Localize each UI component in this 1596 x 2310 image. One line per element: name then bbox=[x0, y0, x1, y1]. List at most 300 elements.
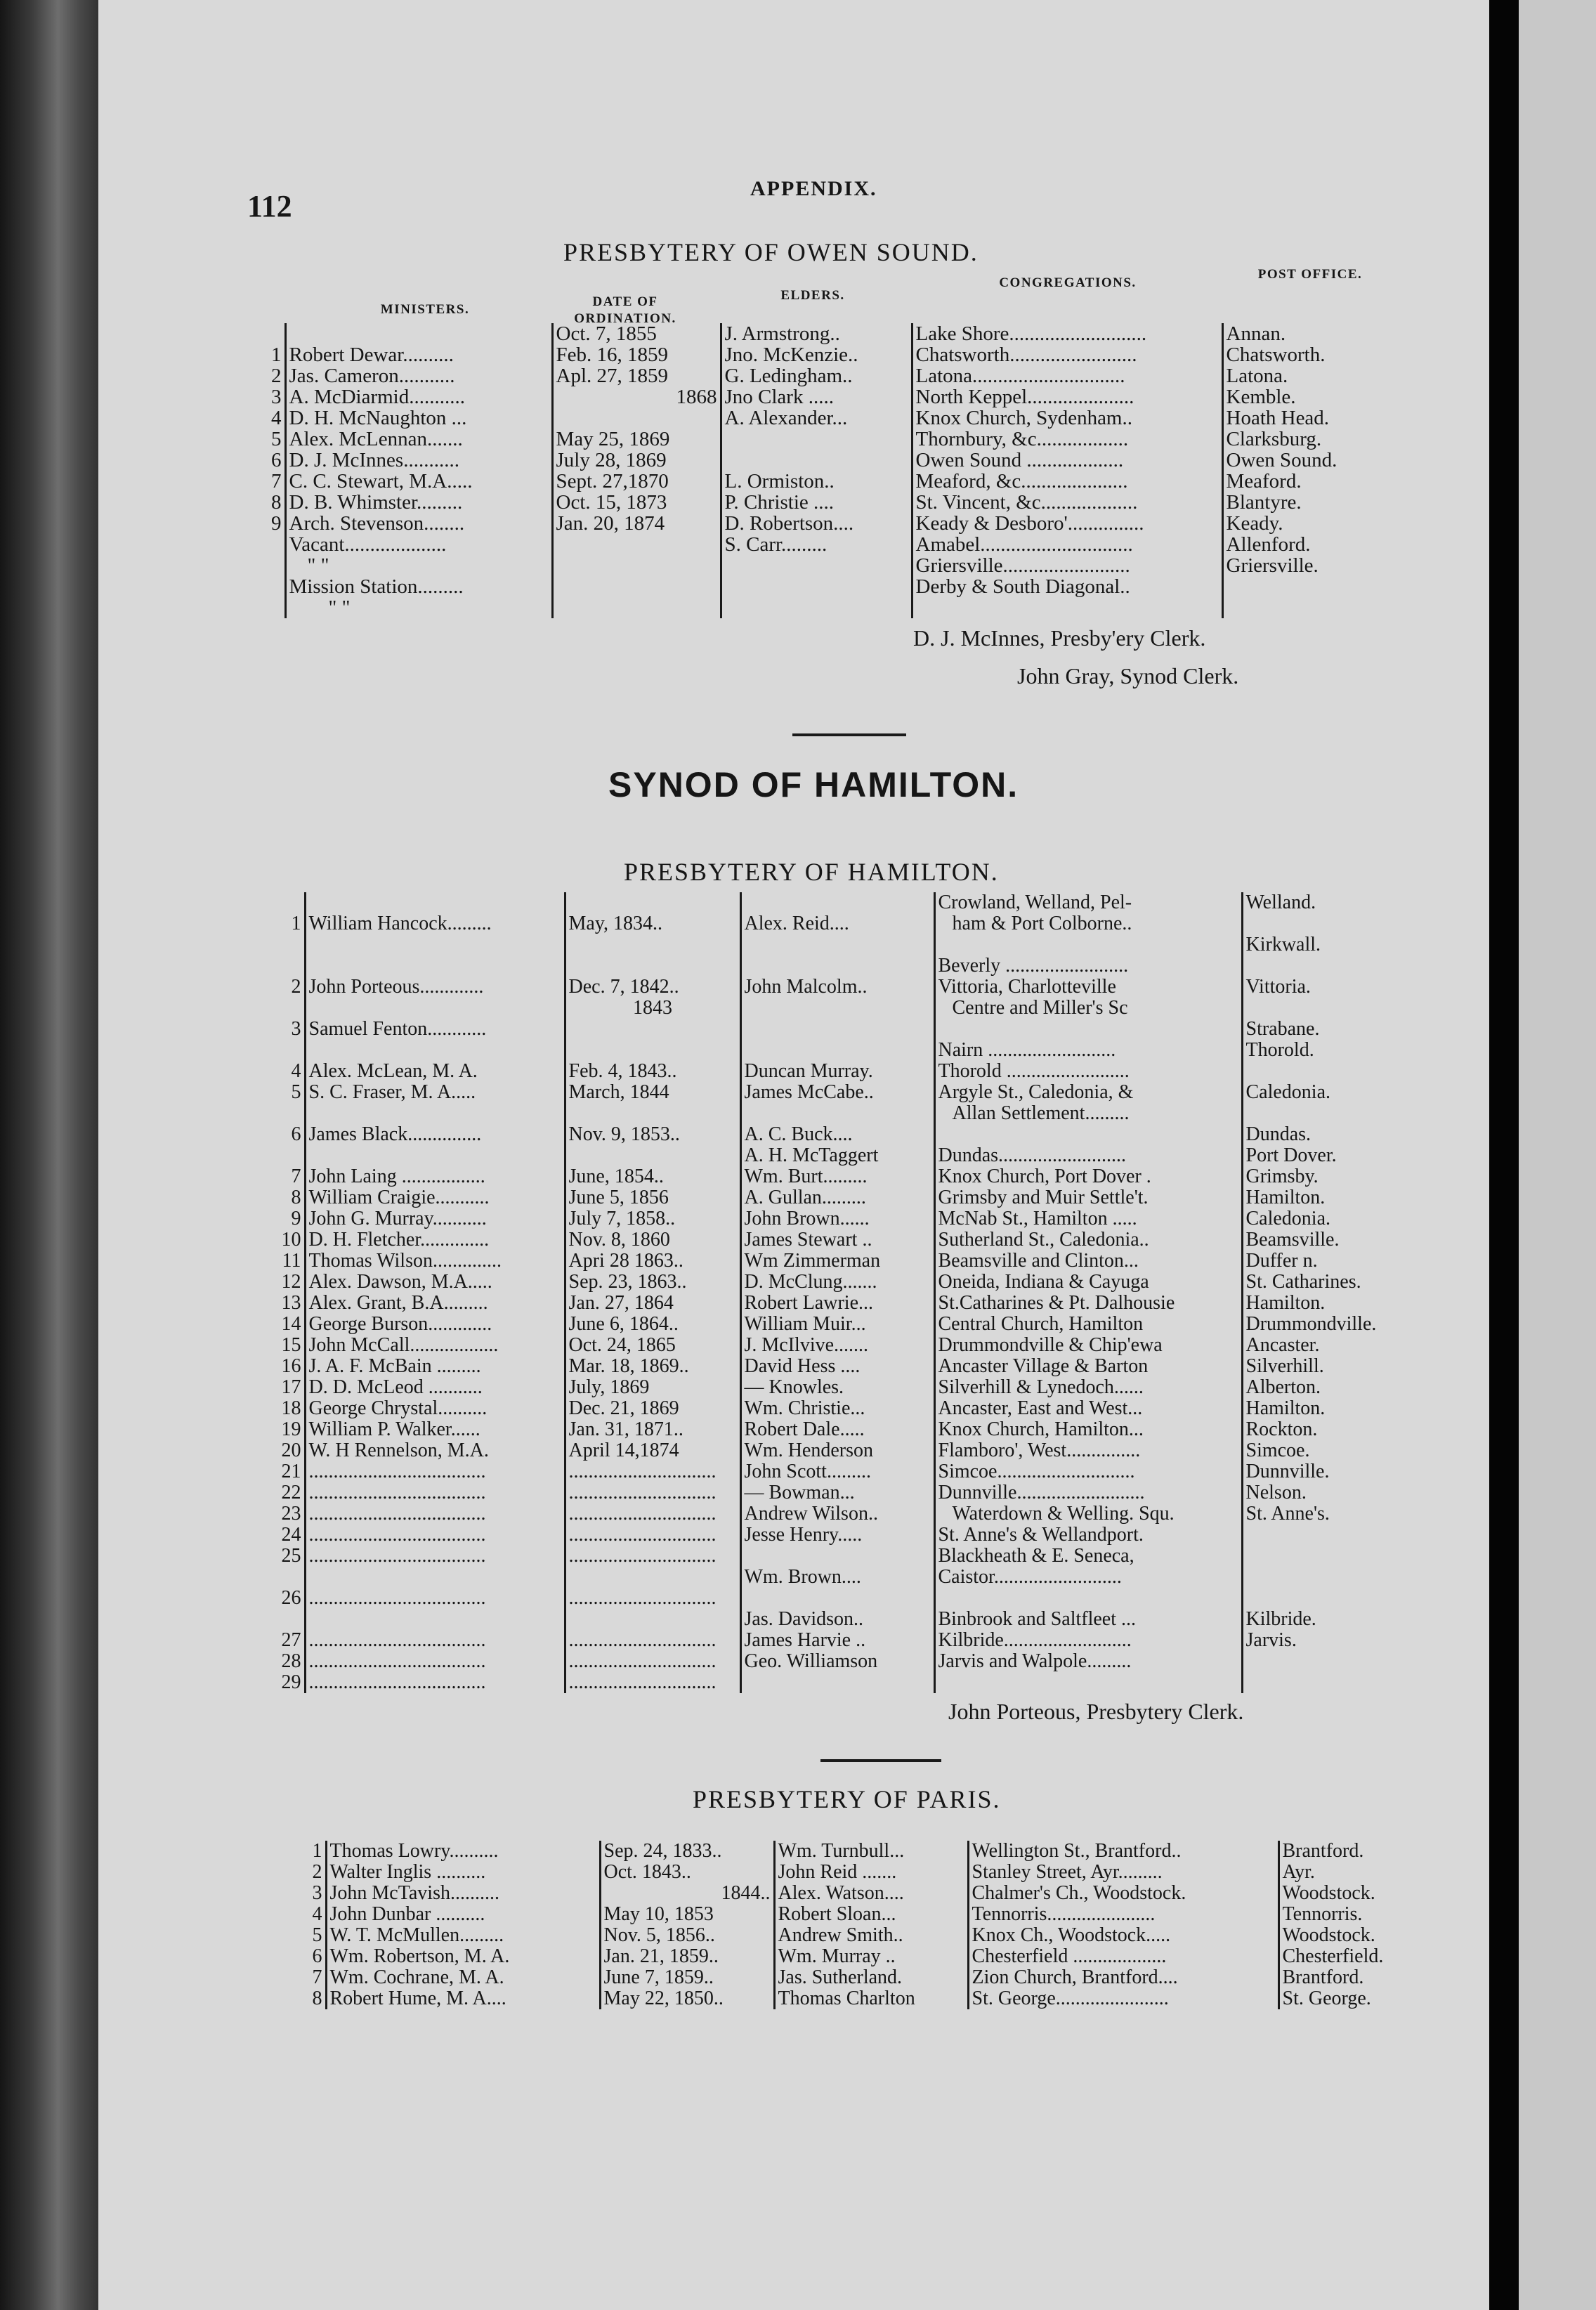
table-cell: William Craigie........... bbox=[305, 1187, 565, 1208]
table-row bbox=[280, 1398, 1404, 1419]
table-cell: Keady & Desboro'............... bbox=[912, 513, 1222, 534]
table-cell: Grimsby. bbox=[1245, 1166, 1319, 1187]
table-cell: Jno Clark ..... bbox=[721, 386, 912, 407]
table-cell: 6 bbox=[302, 1946, 326, 1967]
table-cell: 1868 bbox=[552, 386, 721, 407]
table-cell: Caledonia. bbox=[1245, 1208, 1331, 1229]
table-cell: Walter Inglis .......... bbox=[326, 1862, 600, 1883]
table-row bbox=[280, 1609, 1404, 1630]
table-cell: .............................. bbox=[565, 1651, 740, 1672]
table-cell: Blantyre. bbox=[1226, 492, 1302, 513]
book-spine bbox=[0, 0, 105, 2310]
table-cell: 21 bbox=[280, 1461, 305, 1482]
table-cell: A. Gullan......... bbox=[740, 1187, 934, 1208]
table-cell: Woodstock. bbox=[1282, 1925, 1375, 1946]
table-cell: Oct. 24, 1865 bbox=[565, 1335, 740, 1356]
table-cell bbox=[740, 1040, 934, 1061]
table-cell: 25 bbox=[280, 1546, 305, 1567]
header-congregations: CONGREGATIONS. bbox=[999, 275, 1137, 290]
table-cell: J. Armstrong.. bbox=[721, 323, 912, 344]
table-cell bbox=[565, 955, 740, 977]
table-row bbox=[260, 365, 1391, 386]
table-cell: John Scott......... bbox=[740, 1461, 934, 1482]
table-cell bbox=[280, 998, 305, 1019]
table-cell: A. McDiarmid........... bbox=[285, 386, 552, 407]
table-cell: Dec. 7, 1842.. bbox=[565, 977, 740, 998]
table-cell: .............................. bbox=[565, 1546, 740, 1567]
table-cell: Dundas. bbox=[1245, 1124, 1312, 1145]
table-cell: Drummondville. bbox=[1245, 1314, 1377, 1335]
table-cell bbox=[552, 597, 721, 618]
table-cell: Clarksburg. bbox=[1226, 429, 1322, 450]
table-cell: Kirkwall. bbox=[1245, 934, 1321, 955]
table-cell: D. McClung....... bbox=[740, 1272, 934, 1293]
table-cell: Wm. Henderson bbox=[740, 1440, 934, 1461]
table-row bbox=[280, 977, 1404, 998]
running-head: APPENDIX. bbox=[750, 177, 877, 200]
table-row bbox=[280, 1229, 1404, 1251]
table-cell: .............................. bbox=[565, 1525, 740, 1546]
table-cell bbox=[565, 892, 740, 913]
table-cell bbox=[280, 1567, 305, 1588]
table-cell bbox=[280, 1103, 305, 1124]
table-cell bbox=[280, 934, 305, 955]
table-row bbox=[280, 1377, 1404, 1398]
table-cell: Keady. bbox=[1226, 513, 1283, 534]
table-cell: Blackheath & E. Seneca, bbox=[934, 1546, 1242, 1567]
table-cell: North Keppel..................... bbox=[912, 386, 1222, 407]
table-row bbox=[280, 1440, 1404, 1461]
table-cell: Oct. 7, 1855 bbox=[552, 323, 721, 344]
table-cell: William P. Walker...... bbox=[305, 1419, 565, 1440]
table-row bbox=[302, 1883, 1426, 1904]
table-cell: St. George. bbox=[1282, 1988, 1371, 2009]
table-cell bbox=[740, 1019, 934, 1040]
table-cell: Sep. 23, 1863.. bbox=[565, 1272, 740, 1293]
table-cell: Alberton. bbox=[1245, 1377, 1321, 1398]
table-cell: Hamilton. bbox=[1245, 1398, 1326, 1419]
owen-sound-table bbox=[260, 323, 1391, 618]
table-cell: .............................. bbox=[565, 1588, 740, 1609]
table-cell bbox=[552, 407, 721, 429]
table-cell: 2 bbox=[280, 977, 305, 998]
table-cell: Crowland, Welland, Pel- bbox=[934, 892, 1242, 913]
table-cell: Knox Church, Hamilton... bbox=[934, 1419, 1242, 1440]
table-row bbox=[280, 913, 1404, 934]
table-cell: Arch. Stevenson........ bbox=[285, 513, 552, 534]
table-cell bbox=[1242, 998, 1404, 1019]
table-cell: ham & Port Colborne.. bbox=[934, 913, 1242, 934]
table-cell bbox=[305, 998, 565, 1019]
table-cell bbox=[565, 1609, 740, 1630]
table-cell: S. C. Fraser, M. A..... bbox=[305, 1082, 565, 1103]
table-row bbox=[280, 1588, 1404, 1609]
table-cell: David Hess .... bbox=[740, 1356, 934, 1377]
table-row bbox=[280, 1272, 1404, 1293]
table-row bbox=[280, 1482, 1404, 1503]
table-cell: Meaford, &c..................... bbox=[912, 471, 1222, 492]
table-row bbox=[260, 386, 1391, 407]
hamilton-table bbox=[280, 892, 1404, 1693]
table-cell: Apri 28 1863.. bbox=[565, 1251, 740, 1272]
table-cell: 3 bbox=[260, 386, 285, 407]
table-row bbox=[280, 1567, 1404, 1588]
table-cell: Robert Sloan... bbox=[774, 1904, 968, 1925]
table-cell: 7 bbox=[302, 1967, 326, 1988]
table-cell: 1844.. bbox=[600, 1883, 774, 1904]
table-cell: Owen Sound. bbox=[1226, 450, 1337, 471]
table-cell: 4 bbox=[302, 1904, 326, 1925]
table-cell: Binbrook and Saltfleet ... bbox=[934, 1609, 1242, 1630]
table-cell bbox=[721, 450, 912, 471]
table-row bbox=[280, 1166, 1404, 1187]
table-cell: Nov. 9, 1853.. bbox=[565, 1124, 740, 1145]
table-cell: Thomas Wilson.............. bbox=[305, 1251, 565, 1272]
table-cell bbox=[565, 1567, 740, 1588]
table-cell: Allenford. bbox=[1226, 534, 1311, 555]
table-cell: May 22, 1850.. bbox=[600, 1988, 774, 2009]
table-cell: St.Catharines & Pt. Dalhousie bbox=[934, 1293, 1242, 1314]
table-cell: Beverly ......................... bbox=[934, 955, 1242, 977]
table-cell: Mission Station......... bbox=[285, 576, 552, 597]
table-cell: St. Vincent, &c................... bbox=[912, 492, 1222, 513]
table-cell: Brantford. bbox=[1282, 1841, 1364, 1862]
table-cell: John Porteous............. bbox=[305, 977, 565, 998]
table-cell: Drummondville & Chip'ewa bbox=[934, 1335, 1242, 1356]
table-cell: 24 bbox=[280, 1525, 305, 1546]
table-row bbox=[260, 429, 1391, 450]
table-row bbox=[280, 1124, 1404, 1145]
table-cell: 15 bbox=[280, 1335, 305, 1356]
table-cell: — Knowles. bbox=[740, 1377, 934, 1398]
table-cell bbox=[260, 597, 285, 618]
table-cell: May 25, 1869 bbox=[552, 429, 721, 450]
table-row bbox=[280, 1651, 1404, 1672]
table-cell: .............................. bbox=[565, 1461, 740, 1482]
table-cell: Argyle St., Caledonia, & bbox=[934, 1082, 1242, 1103]
table-cell: 4 bbox=[280, 1061, 305, 1082]
table-cell: 4 bbox=[260, 407, 285, 429]
table-row bbox=[302, 1925, 1426, 1946]
table-cell: John G. Murray........... bbox=[305, 1208, 565, 1229]
table-cell: 20 bbox=[280, 1440, 305, 1461]
table-row bbox=[280, 1040, 1404, 1061]
table-cell: D. D. McLeod ........... bbox=[305, 1377, 565, 1398]
table-cell: Annan. bbox=[1226, 323, 1286, 344]
table-cell: Ancaster. bbox=[1245, 1335, 1320, 1356]
table-cell: D. H. McNaughton ... bbox=[285, 407, 552, 429]
table-cell: .............................. bbox=[565, 1630, 740, 1651]
table-cell: W. T. McMullen......... bbox=[326, 1925, 600, 1946]
table-cell: 29 bbox=[280, 1672, 305, 1693]
table-cell: Wm. Robertson, M. A. bbox=[326, 1946, 600, 1967]
table-cell: Latona.............................. bbox=[912, 365, 1222, 386]
table-cell bbox=[305, 955, 565, 977]
table-cell bbox=[260, 576, 285, 597]
table-cell: 2 bbox=[260, 365, 285, 386]
table-cell bbox=[305, 1103, 565, 1124]
table-cell: Samuel Fenton............ bbox=[305, 1019, 565, 1040]
table-cell bbox=[552, 534, 721, 555]
table-cell bbox=[912, 597, 1222, 618]
table-cell: George Chrystal.......... bbox=[305, 1398, 565, 1419]
table-row bbox=[280, 1208, 1404, 1229]
table-cell: 9 bbox=[280, 1208, 305, 1229]
table-cell: Apl. 27, 1859 bbox=[552, 365, 721, 386]
table-cell bbox=[565, 1019, 740, 1040]
table-cell: George Burson............. bbox=[305, 1314, 565, 1335]
table-cell: Latona. bbox=[1226, 365, 1288, 386]
table-cell: June 7, 1859.. bbox=[600, 1967, 774, 1988]
table-cell: John Dunbar .......... bbox=[326, 1904, 600, 1925]
table-cell: Jarvis and Walpole......... bbox=[934, 1651, 1242, 1672]
table-cell: .................................... bbox=[305, 1672, 565, 1693]
table-cell bbox=[285, 323, 552, 344]
table-cell: 8 bbox=[260, 492, 285, 513]
table-cell: Nelson. bbox=[1245, 1482, 1307, 1503]
table-cell: Beamsville. bbox=[1245, 1229, 1340, 1251]
table-cell: 14 bbox=[280, 1314, 305, 1335]
table-cell bbox=[934, 1124, 1242, 1145]
table-cell: 7 bbox=[280, 1166, 305, 1187]
table-cell: Jas. Cameron........... bbox=[285, 365, 552, 386]
table-cell: Simcoe............................ bbox=[934, 1461, 1242, 1482]
table-row bbox=[260, 576, 1391, 597]
table-cell bbox=[740, 1672, 934, 1693]
table-row bbox=[260, 534, 1391, 555]
table-cell: William Hancock......... bbox=[305, 913, 565, 934]
table-cell: Robert Lawrie... bbox=[740, 1293, 934, 1314]
table-cell bbox=[305, 1567, 565, 1588]
table-cell bbox=[1242, 955, 1404, 977]
table-cell: .................................... bbox=[305, 1503, 565, 1525]
table-cell: Tennorris...................... bbox=[968, 1904, 1278, 1925]
table-cell: Kilbride.......................... bbox=[934, 1630, 1242, 1651]
table-cell: D. J. McInnes........... bbox=[285, 450, 552, 471]
table-cell: 1 bbox=[302, 1841, 326, 1862]
table-row bbox=[260, 407, 1391, 429]
table-cell: Nairn .......................... bbox=[934, 1040, 1242, 1061]
table-cell: Ancaster, East and West... bbox=[934, 1398, 1242, 1419]
table-row bbox=[302, 1841, 1426, 1862]
section-divider bbox=[792, 733, 906, 736]
table-cell: June 6, 1864.. bbox=[565, 1314, 740, 1335]
table-cell: John McTavish.......... bbox=[326, 1883, 600, 1904]
table-row bbox=[260, 471, 1391, 492]
table-cell: Vacant.................... bbox=[285, 534, 552, 555]
table-row bbox=[260, 323, 1391, 344]
table-cell: 27 bbox=[280, 1630, 305, 1651]
table-cell: S. Carr......... bbox=[721, 534, 912, 555]
table-row bbox=[280, 1187, 1404, 1208]
table-cell: 11 bbox=[280, 1251, 305, 1272]
table-cell: Oneida, Indiana & Cayuga bbox=[934, 1272, 1242, 1293]
table-cell: Brantford. bbox=[1282, 1967, 1364, 1988]
table-row bbox=[280, 1061, 1404, 1082]
table-cell: Alex. Watson.... bbox=[774, 1883, 968, 1904]
table-cell bbox=[260, 555, 285, 576]
table-cell: Oct. 15, 1873 bbox=[552, 492, 721, 513]
table-row bbox=[280, 934, 1404, 955]
table-row bbox=[280, 1103, 1404, 1124]
table-cell: .................................... bbox=[305, 1525, 565, 1546]
header-ministers: MINISTERS. bbox=[380, 302, 470, 317]
table-cell: Thorold. bbox=[1245, 1040, 1314, 1061]
table-row bbox=[302, 1988, 1426, 2009]
section-divider bbox=[820, 1759, 941, 1762]
table-row bbox=[280, 1145, 1404, 1166]
table-cell bbox=[934, 1019, 1242, 1040]
table-cell: 1 bbox=[280, 913, 305, 934]
paris-title: PRESBYTERY OF PARIS. bbox=[693, 1785, 1001, 1813]
table-cell: A. C. Buck.... bbox=[740, 1124, 934, 1145]
synod-clerk: John Gray, Synod Clerk. bbox=[1017, 663, 1239, 689]
table-cell: Wm. Turnbull... bbox=[774, 1841, 968, 1862]
table-cell bbox=[934, 1588, 1242, 1609]
table-cell: Welland. bbox=[1245, 892, 1316, 913]
owen-sound-title: PRESBYTERY OF OWEN SOUND. bbox=[563, 238, 979, 266]
table-cell: Feb. 16, 1859 bbox=[552, 344, 721, 365]
table-cell: 5 bbox=[280, 1082, 305, 1103]
table-cell: 5 bbox=[302, 1925, 326, 1946]
table-cell: Mar. 18, 1869.. bbox=[565, 1356, 740, 1377]
table-cell: Hamilton. bbox=[1245, 1293, 1326, 1314]
table-cell: Chesterfield. bbox=[1282, 1946, 1384, 1967]
table-cell: Wm. Cochrane, M. A. bbox=[326, 1967, 600, 1988]
owen-sound-presbytery-clerk: D. J. McInnes, Presby'ery Clerk. bbox=[913, 625, 1206, 651]
table-cell: Zion Church, Brantford.... bbox=[968, 1967, 1278, 1988]
table-cell: 16 bbox=[280, 1356, 305, 1377]
table-cell: D. B. Whimster......... bbox=[285, 492, 552, 513]
table-cell: Centre and Miller's Sc bbox=[934, 998, 1242, 1019]
table-cell bbox=[721, 597, 912, 618]
table-cell: 3 bbox=[302, 1883, 326, 1904]
table-cell: John Reid ....... bbox=[774, 1862, 968, 1883]
table-cell bbox=[1242, 913, 1404, 934]
table-cell bbox=[721, 555, 912, 576]
table-row bbox=[302, 1946, 1426, 1967]
table-cell: Dundas.......................... bbox=[934, 1145, 1242, 1166]
table-cell: Derby & South Diagonal.. bbox=[912, 576, 1222, 597]
table-row bbox=[280, 1019, 1404, 1040]
table-cell: Knox Church, Port Dover . bbox=[934, 1166, 1242, 1187]
table-cell bbox=[1242, 1567, 1404, 1588]
table-cell: 1843 bbox=[565, 998, 740, 1019]
table-cell: Thomas Lowry.......... bbox=[326, 1841, 600, 1862]
table-cell bbox=[740, 1546, 934, 1567]
hamilton-presbytery-clerk: John Porteous, Presbytery Clerk. bbox=[948, 1699, 1244, 1724]
table-cell: Andrew Smith.. bbox=[774, 1925, 968, 1946]
header-date-of-ordination: DATE OF ORDINATION. bbox=[574, 294, 676, 326]
table-cell: Ancaster Village & Barton bbox=[934, 1356, 1242, 1377]
table-cell bbox=[280, 955, 305, 977]
table-cell: Wellington St., Brantford.. bbox=[968, 1841, 1278, 1862]
table-cell: A. Alexander... bbox=[721, 407, 912, 429]
table-cell bbox=[1242, 1525, 1404, 1546]
hamilton-title: PRESBYTERY OF HAMILTON. bbox=[624, 858, 999, 886]
table-cell: Alex. McLennan....... bbox=[285, 429, 552, 450]
table-cell: 18 bbox=[280, 1398, 305, 1419]
table-row bbox=[280, 1630, 1404, 1651]
table-cell bbox=[740, 1103, 934, 1124]
table-cell: William Muir... bbox=[740, 1314, 934, 1335]
table-cell bbox=[305, 934, 565, 955]
table-cell bbox=[260, 534, 285, 555]
table-cell: Caistor.......................... bbox=[934, 1567, 1242, 1588]
table-cell: Chesterfield ................... bbox=[968, 1946, 1278, 1967]
table-cell: 10 bbox=[280, 1229, 305, 1251]
table-cell: Vittoria. bbox=[1245, 977, 1311, 998]
table-cell: James Harvie .. bbox=[740, 1630, 934, 1651]
table-row bbox=[260, 344, 1391, 365]
table-cell bbox=[305, 892, 565, 913]
table-cell: 8 bbox=[302, 1988, 326, 2009]
table-cell: .................................... bbox=[305, 1461, 565, 1482]
table-cell: Kilbride. bbox=[1245, 1609, 1316, 1630]
table-cell bbox=[1242, 1672, 1404, 1693]
table-cell: St. Catharines. bbox=[1245, 1272, 1361, 1293]
table-cell: .................................... bbox=[305, 1546, 565, 1567]
table-cell: Jan. 27, 1864 bbox=[565, 1293, 740, 1314]
table-cell: W. H Rennelson, M.A. bbox=[305, 1440, 565, 1461]
table-cell: St. George....................... bbox=[968, 1988, 1278, 2009]
table-row bbox=[280, 955, 1404, 977]
table-cell: Lake Shore........................... bbox=[912, 323, 1222, 344]
synod-title: SYNOD OF HAMILTON. bbox=[608, 765, 1019, 804]
table-cell: .............................. bbox=[565, 1482, 740, 1503]
table-cell: Wm. Christie... bbox=[740, 1398, 934, 1419]
table-row bbox=[280, 1335, 1404, 1356]
table-cell: Geo. Williamson bbox=[740, 1651, 934, 1672]
table-cell: Chalmer's Ch., Woodstock. bbox=[968, 1883, 1278, 1904]
table-cell bbox=[280, 1145, 305, 1166]
header-post-office: POST OFFICE. bbox=[1257, 267, 1363, 282]
table-cell: Alex. McLean, M. A. bbox=[305, 1061, 565, 1082]
table-row bbox=[280, 1356, 1404, 1377]
table-cell: " " bbox=[285, 597, 552, 618]
table-cell bbox=[740, 998, 934, 1019]
table-cell bbox=[552, 555, 721, 576]
table-cell: June 5, 1856 bbox=[565, 1187, 740, 1208]
table-cell: St. Anne's. bbox=[1245, 1503, 1330, 1525]
table-cell: 26 bbox=[280, 1588, 305, 1609]
table-cell bbox=[721, 429, 912, 450]
table-cell: D. Robertson.... bbox=[721, 513, 912, 534]
table-cell bbox=[565, 1145, 740, 1166]
table-cell: — Bowman... bbox=[740, 1482, 934, 1503]
table-cell: Wm. Burt......... bbox=[740, 1166, 934, 1187]
table-cell: Feb. 4, 1843.. bbox=[565, 1061, 740, 1082]
table-cell: " " bbox=[285, 555, 552, 576]
table-cell bbox=[1242, 1651, 1404, 1672]
table-row bbox=[302, 1862, 1426, 1883]
table-cell: 22 bbox=[280, 1482, 305, 1503]
table-cell: J. A. F. McBain ......... bbox=[305, 1356, 565, 1377]
table-row bbox=[260, 597, 1391, 618]
table-cell: Jas. Davidson.. bbox=[740, 1609, 934, 1630]
table-cell: 28 bbox=[280, 1651, 305, 1672]
table-cell: Stanley Street, Ayr......... bbox=[968, 1862, 1278, 1883]
table-cell: .................................... bbox=[305, 1482, 565, 1503]
table-row bbox=[280, 1672, 1404, 1693]
table-cell: Nov. 5, 1856.. bbox=[600, 1925, 774, 1946]
table-row bbox=[280, 892, 1404, 913]
table-cell bbox=[305, 1609, 565, 1630]
table-cell: John Malcolm.. bbox=[740, 977, 934, 998]
table-cell: Central Church, Hamilton bbox=[934, 1314, 1242, 1335]
table-row bbox=[302, 1967, 1426, 1988]
table-cell: P. Christie .... bbox=[721, 492, 912, 513]
